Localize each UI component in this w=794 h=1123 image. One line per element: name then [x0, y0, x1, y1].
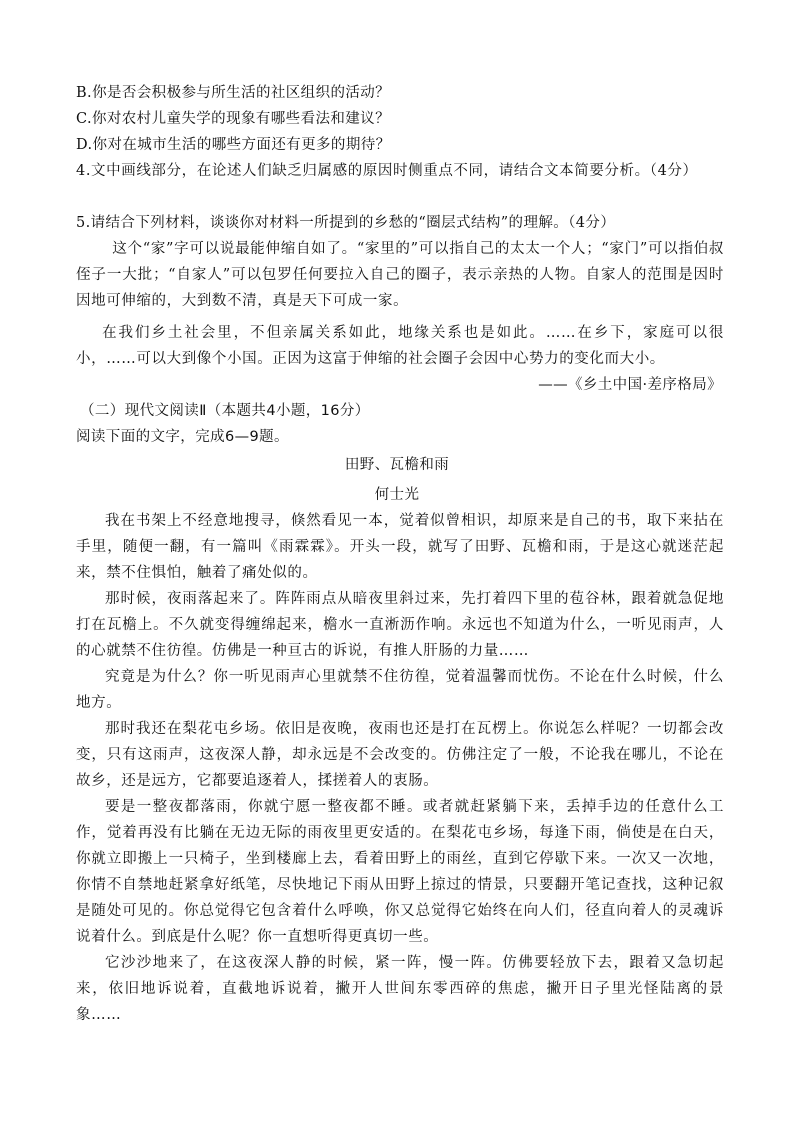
option-b: B.你是否会积极参与所生活的社区组织的活动？	[76, 85, 391, 101]
question-4: 4.文中画线部分，在论述人们缺乏归属感的原因时侧重点不同，请结合文本简要分析。（4分）	[76, 163, 698, 179]
article-author: 何士光	[374, 487, 420, 503]
article-paragraph-4: 那时我还在梨花屯乡场。依旧是夜晚，夜雨也还是打在瓦楞上。你说怎么样呢？一切都会改变，只有这雨声，这夜深人静，却永远是不会改变的。仿佛注定了一般，不论我在哪儿，不论在故乡，还是远方，它都要追逐着人，揉搓着人的衷肠。	[76, 721, 724, 789]
option-d: D.你对在城市生活的哪些方面还有更多的期待？	[76, 137, 391, 153]
material-paragraph-2: 在我们乡土社会里，不但亲属关系如此，地缘关系也是如此。……在乡下，家庭可以很小，……可以大到像个小国。正因为这富于伸缩的社会圈子会因中心势力的变化而大小。	[76, 325, 724, 367]
article-paragraph-2: 那时候，夜雨落起来了。阵阵雨点从暗夜里斜过来，先打着四下里的苞谷林，跟着就急促地打在瓦檐上。不久就变得缠绵起来，檐水一直淅沥作响。永远也不知道为什么，一听见雨声，人的心就禁不住彷徨。仿佛是一种亘古的诉说，有推人肝肠的力量……	[76, 591, 724, 659]
material-paragraph-1: 这个“家”字可以说最能伸缩自如了。“家里的”可以指自己的太太一个人；“家门”可以指伯叔侄子一大批；“自家人”可以包罗任何要拉入自己的圈子，表示亲热的人物。自家人的范围是因时因地可伸缩的，大到数不清，真是天下可成一家。	[76, 241, 724, 309]
article-paragraph-1: 我在书架上不经意地搜寻，倏然看见一本，觉着似曾相识，却原来是自己的书，取下来拈在手里，随便一翻，有一篇叫《雨霖霖》。开头一段，就写了田野、瓦檐和雨，于是这心就迷茫起来，禁不住惧怕，触着了痛处似的。	[76, 513, 724, 581]
article-paragraph-5: 要是一整夜都落雨，你就宁愿一整夜都不睡。或者就赶紧躺下来，丢掉手边的任意什么工作，觉着再没有比躺在无边无际的雨夜里更安适的。在梨花屯乡场，每逢下雨，倘使是在白天，你就立即搬上一只椅子，坐到楼廊上去，看着田野上的雨丝，直到它停歇下来。一次又一次地，你情不自禁地赶紧拿好纸笔，尽快地记下雨从田野上掠过的情景，只要翻开笔记查找，这种记叙是随处可见的。你总觉得它包含着什么呼唤，你又总觉得它始终在向人们，径直向着人的灵魂诉说着什么。到底是什么呢？你一直想听得更真切一些。	[76, 799, 724, 945]
section-instruction: 阅读下面的文字，完成6—9题。	[76, 429, 289, 445]
article-paragraph-6: 它沙沙地来了，在这夜深人静的时候，紧一阵，慢一阵。仿佛要轻放下去，跟着又急切起来，依旧地诉说着，直截地诉说着，撇开人世间东零西碎的焦虑，撇开日子里光怪陆离的景象……	[76, 955, 724, 1023]
article-title: 田野、瓦檐和雨	[344, 457, 450, 473]
article-paragraph-3: 究竟是为什么？你一听见雨声心里就禁不住彷徨，觉着温馨而忧伤。不论在什么时候，什么地方。	[76, 669, 724, 711]
question-5: 5.请结合下列材料，谈谈你对材料一所提到的乡愁的“圈层式结构”的理解。（4分）	[76, 215, 616, 231]
section-heading: （二）现代文阅读Ⅱ（本题共4小题，16分）	[80, 403, 370, 419]
material-source: ——《乡土中国·差序格局》	[538, 377, 722, 393]
option-c: C.你对农村儿童失学的现象有哪些看法和建议？	[76, 111, 390, 127]
